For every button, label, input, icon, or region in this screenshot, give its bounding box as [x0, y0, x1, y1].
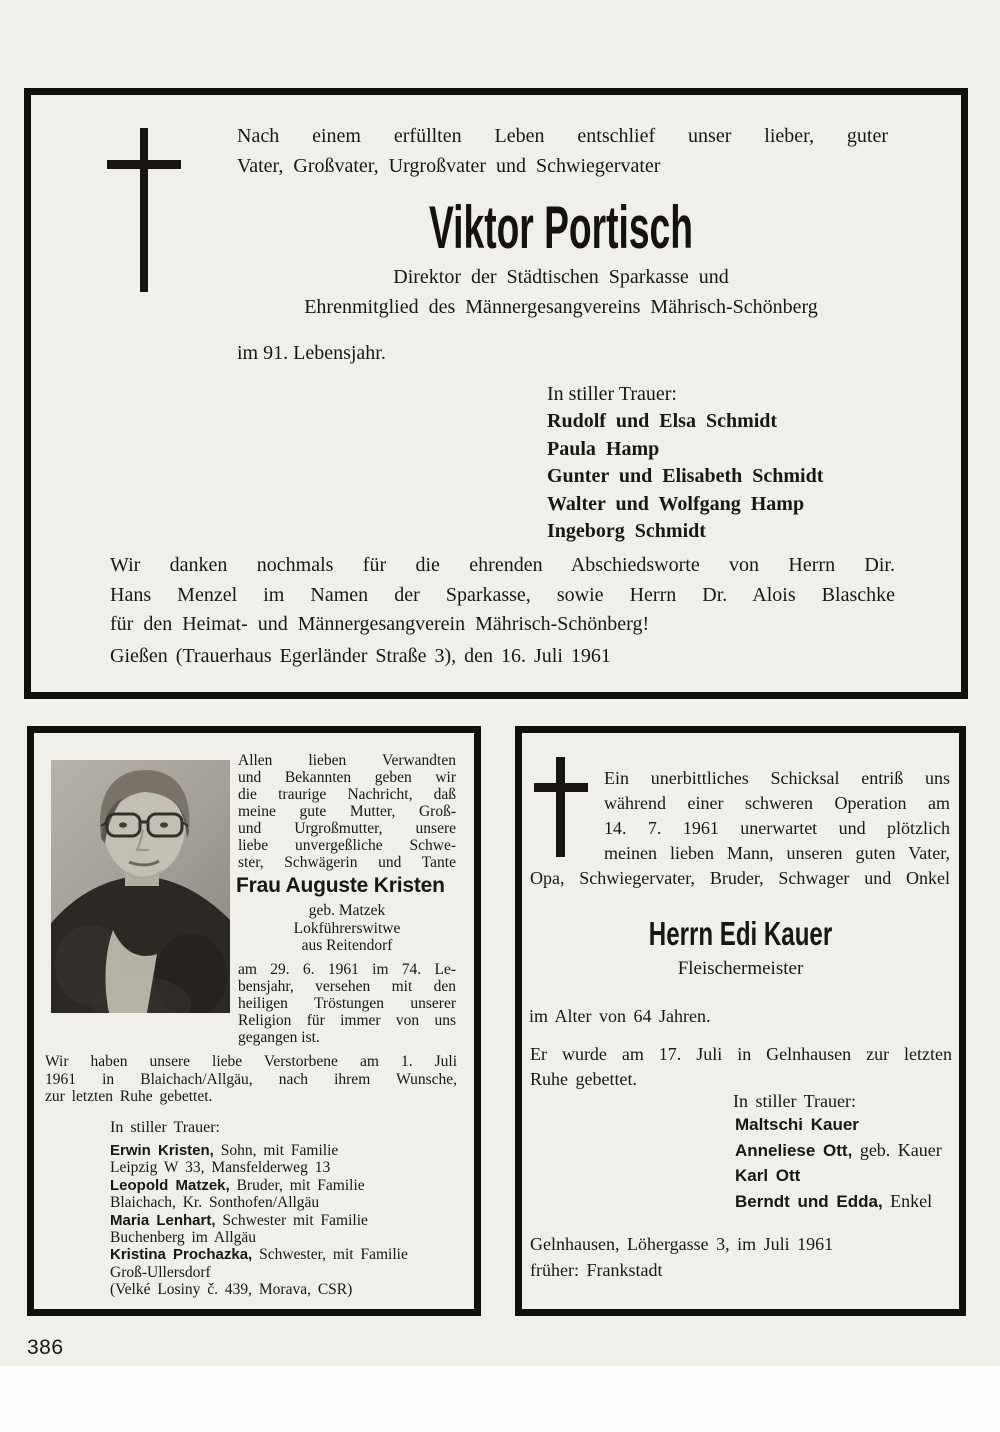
kauer-intro	[604, 766, 950, 866]
mourner-address: (Velké Losiny č. 439, Morava, CSR)	[110, 1281, 353, 1299]
kristen-burial-line: 1961 in Blaichach/Allgäu, nach ihrem Wunsche,	[45, 1070, 457, 1088]
kristen-intro-line: Allen lieben Verwandten	[238, 752, 456, 769]
kauer-intro-line: 14. 7. 1961 unerwartet und plötzlich	[604, 818, 950, 838]
mourner-name: Paula Hamp	[547, 437, 660, 460]
deceased-name-kauer: Herrn Edi Kauer	[648, 915, 833, 952]
kristen-death-line: am 29. 6. 1961 im 74. Le-	[238, 961, 456, 978]
mourner-name: Leopold Matzek,	[110, 1176, 230, 1194]
portisch-intro-line: Vater, Großvater, Urgroßvater und Schwiegervater	[237, 155, 661, 177]
mourner-line	[110, 1281, 408, 1298]
kristen-mourner-list	[110, 1142, 408, 1299]
kristen-death-line: heiligen Tröstungen unserer	[238, 995, 456, 1012]
mourner-relation: Schwester mit Familie	[215, 1211, 368, 1229]
kristen-burial-line: zur letzten Ruhe gebettet.	[45, 1088, 213, 1105]
kauer-intro-line: während einer schweren Operation am	[604, 793, 950, 813]
mourner-relation: geb. Kauer	[852, 1139, 942, 1160]
kauer-place-line: früher: Frankstadt	[530, 1260, 663, 1280]
kristen-sublines	[236, 902, 458, 955]
kristen-burial-line: Wir haben unsere liebe Verstorbene am 1. Juli	[45, 1053, 457, 1070]
kristen-subline: geb. Matzek	[308, 902, 386, 919]
mourner-address: Leipzig W 33, Mansfelderweg 13	[110, 1159, 331, 1177]
mourner-name: Erwin Kristen,	[110, 1142, 214, 1159]
kauer-burial-line: Er wurde am 17. Juli in Gelnhausen zur letzten	[530, 1044, 952, 1064]
kristen-intro-line: und Bekannten geben wir	[238, 769, 456, 786]
mourner-line	[110, 1194, 408, 1211]
deceased-name-portisch: Viktor Portisch	[429, 194, 693, 261]
kauer-mourning-label: In stiller Trauer:	[733, 1091, 856, 1111]
kristen-subline: aus Reitendorf	[301, 937, 393, 954]
kauer-intro-wide-line: Opa, Schwiegervater, Bruder, Schwager und Onkel	[530, 868, 950, 888]
kristen-intro-line: liebe unvergeßliche Schwe-	[238, 837, 456, 854]
kauer-age-line: im Alter von 64 Jahren.	[529, 1006, 711, 1026]
mourner-line	[110, 1142, 408, 1159]
mourner-name: Rudolf und Elsa Schmidt	[547, 410, 778, 432]
page-number: 386	[27, 1336, 64, 1359]
mourner-name: Gunter und Elisabeth Schmidt	[547, 465, 824, 488]
kristen-intro-line: meine gute Mutter, Groß-	[238, 803, 456, 820]
kauer-profession: Fleischermeister	[677, 958, 804, 979]
mourner-line	[110, 1264, 408, 1281]
kristen-intro-line: ster, Schwägerin und Tante	[238, 854, 456, 871]
mourner-name: Karl Ott	[735, 1166, 801, 1186]
kauer-mourner-list	[735, 1112, 942, 1214]
kristen-death-line: gegangen ist.	[238, 1029, 320, 1046]
mourner-address: Blaichach, Kr. Sonthofen/Allgäu	[110, 1194, 320, 1212]
thanks-line: Hans Menzel im Namen der Sparkasse, sowie Herrn Dr. Alois Blaschke	[110, 583, 895, 606]
kristen-intro-line: und Urgroßmutter, unsere	[238, 820, 456, 837]
portisch-subtitle-line: Ehrenmitglied des Männergesangvereins Mährisch-Schönberg	[304, 296, 818, 318]
mourner-line	[110, 1212, 408, 1229]
portisch-mourning-label: In stiller Trauer:	[547, 383, 677, 405]
kauer-burial-paragraph	[530, 1042, 952, 1091]
mourner-line	[110, 1229, 408, 1246]
kristen-burial-paragraph	[45, 1053, 457, 1106]
mourner-line	[110, 1159, 408, 1176]
kristen-death-paragraph	[238, 961, 456, 1046]
mourner-relation: Bruder, mit Familie	[229, 1176, 365, 1194]
thanks-line: Wir danken nochmals für die ehrenden Abschiedsworte von Herrn Dir.	[110, 554, 895, 576]
mourner-line	[735, 1189, 942, 1215]
portisch-mourner-list	[547, 408, 823, 546]
kauer-place-line: Gelnhausen, Löhergasse 3, im Juli 1961	[530, 1234, 834, 1254]
portisch-subtitle-line: Direktor der Städtischen Sparkasse und	[393, 266, 729, 288]
mourner-relation: Sohn, mit Familie	[213, 1142, 339, 1159]
mourner-address: Buchenberg im Allgäu	[110, 1229, 257, 1247]
mourner-line	[110, 1246, 408, 1263]
thanks-line: für den Heimat- und Männergesangverein Mährisch-Schönberg!	[110, 613, 650, 636]
deceased-name-kristen: Frau Auguste Kristen	[236, 874, 445, 897]
kauer-intro-line: Ein unerbittliches Schicksal entriß uns	[604, 768, 950, 788]
portisch-intro-line: Nach einem erfüllten Leben entschlief unser lieber, guter	[237, 125, 888, 147]
kristen-death-line: bensjahr, versehen mit den	[238, 978, 456, 995]
kristen-death-line: Religion für immer von uns	[238, 1012, 456, 1029]
mourner-line	[110, 1177, 408, 1194]
portisch-place-date: Gießen (Trauerhaus Egerländer Straße 3), den 16. Juli 1961	[110, 645, 611, 667]
mourner-name: Maltschi Kauer	[735, 1115, 859, 1134]
kauer-burial-line: Ruhe gebettet.	[530, 1068, 637, 1089]
portisch-age-line: im 91. Lebensjahr.	[237, 342, 386, 364]
mourner-name: Kristina Prochazka,	[110, 1246, 253, 1264]
kristen-subline: Lokführerswitwe	[293, 919, 401, 937]
mourner-name: Anneliese Ott,	[735, 1140, 853, 1160]
mourner-line	[735, 1112, 942, 1138]
scan-bottom-margin	[0, 1366, 1000, 1432]
kristen-intro-line: die traurige Nachricht, daß	[238, 786, 456, 803]
kauer-place-lines	[530, 1231, 833, 1283]
kristen-intro	[238, 752, 456, 871]
mourner-line	[735, 1138, 942, 1164]
mourner-name: Maria Lenhart,	[110, 1211, 216, 1229]
portisch-thanks-paragraph	[110, 551, 895, 640]
kauer-intro-line: meinen lieben Mann, unseren guten Vater,	[604, 843, 950, 863]
portisch-subtitle	[182, 262, 940, 322]
mourner-name: Ingeborg Schmidt	[547, 520, 706, 543]
mourner-name: Walter und Wolfgang Hamp	[547, 492, 805, 515]
mourner-relation: Enkel	[882, 1190, 933, 1211]
portrait-photo	[51, 760, 230, 1013]
mourner-name: Berndt und Edda,	[735, 1191, 883, 1211]
portisch-intro	[237, 121, 888, 181]
mourner-address: Groß-Ullersdorf	[110, 1263, 211, 1281]
mourner-line	[735, 1163, 942, 1189]
kristen-mourning-label: In stiller Trauer:	[110, 1119, 220, 1136]
mourner-relation: Schwester, mit Familie	[252, 1246, 408, 1264]
